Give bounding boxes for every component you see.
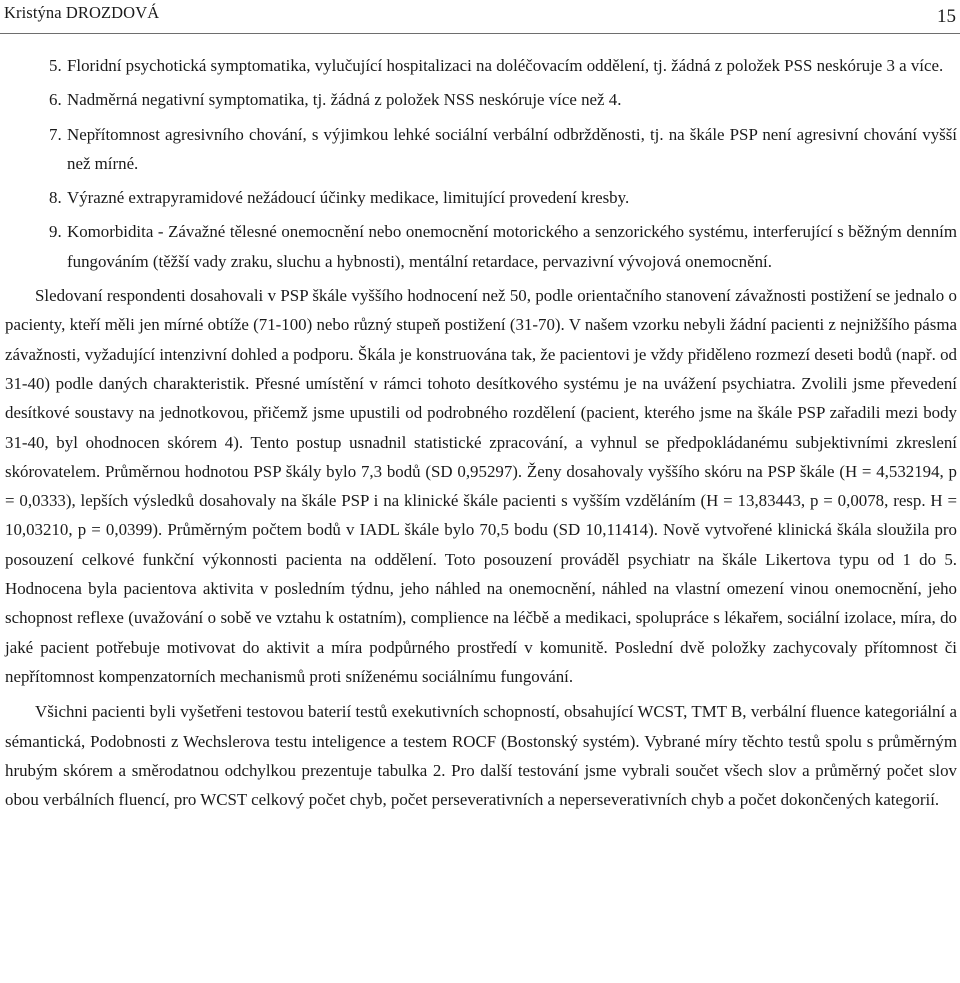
paragraph-test-battery: Všichni pacienti byli vyšetřeni testovou baterií testů exekutivních schopností, obsahující WCST, TMT B, verbální fluence kategoriální a sémantická, Podobnosti z Wechslerova testu inteligence a testem ROCF (Bostonský systém). Vybrané míry těchto testů spolu s průměrným hrubým skórem a směrodatnou odchylkou prezentuje tabulka 2. Pro další testování jsme vybrali součet všech slov a průměrný počet slov obou verbálních fluencí, pro WCST celkový počet chyb, počet perseverativních a neperseverativních chyb a počet dokončených kategorií. xyxy=(5,702,957,810)
list-item-text: Výrazné extrapyramidové nežádoucí účinky medikace, limitující provedení kresby. xyxy=(67,188,630,208)
list-item-text: Nepřítomnost agresivního chování, s výjimkou lehké sociální verbální odbržděnosti, tj. na škále PSP není agresivní chování vyšší než mírné. xyxy=(67,124,957,173)
list-item xyxy=(5,51,957,80)
list-item-number: 7. xyxy=(49,124,62,144)
list-item xyxy=(5,85,957,114)
list-item-number: 5. xyxy=(49,56,62,75)
article-body xyxy=(5,51,957,820)
list-item-number: 8. xyxy=(49,188,62,208)
list-item-text: Nadměrná negativní symptomatika, tj. žádná z položek NSS neskóruje více než 4. xyxy=(67,90,622,110)
page-header xyxy=(0,0,960,34)
list-item-number: 6. xyxy=(49,90,62,110)
list-item xyxy=(5,217,957,276)
author-name: Kristýna DROZDOVÁ xyxy=(4,3,160,22)
list-item xyxy=(5,120,957,179)
list-item-text: Komorbidita - Závažné tělesné onemocnění nebo onemocnění motorického a senzorického systému, interferující s běžným denním fungováním (těžší vady zraku, sluchu a hybnosti), mentální retardace, pervazivní vývojová onemocnění. xyxy=(67,222,957,271)
list-item-number: 9. xyxy=(49,222,62,242)
exclusion-criteria-list xyxy=(5,51,957,276)
list-item xyxy=(5,183,957,212)
list-item-text: Floridní psychotická symptomatika, vylučující hospitalizaci na doléčovacím oddělení, tj. žádná z položek PSS neskóruje 3 a více. xyxy=(67,56,944,75)
page-number: 15 xyxy=(937,6,956,27)
paragraph-psp-results: Sledovaní respondenti dosahovali v PSP škále vyššího hodnocení než 50, podle orientačního stanovení závažnosti postižení se jednalo o pacienty, kteří měli jen mírné obtíže (71-100) nebo různý stupeň postižení (31-70). V našem vzorku nebyli žádní pacienti z nejnižšího pásma závažnosti, vyžadující intenzivní dohled a podporu. Škála je konstruována tak, že pacientovi je vždy přiděleno rozmezí deseti bodů (např. od 31-40) podle daných charakteristik. Přesné umístění v rámci tohoto desítkového systému je na uvážení psychiatra. Zvolili jsme převedení desítkové soustavy na jednotkovou, přičemž jsme upustili od podrobného rozdělení (pacient, kterého jsme na škále PSP zařadili mezi body 31-40, byl ohodnocen skórem 4). Tento postup usnadnil statistické zpracování, a vyhnul se předpokládanému subjektivními zkreslení skórovatelem. Průměrnou hodnotou PSP škály bylo 7,3 bodů (SD 0,95297). Ženy dosahovaly vyššího skóru na PSP škále (H = 4,532194, p = 0,0333), lepších výsledků dosahovaly na škále PSP i na klinické škále pacienti s vyšším vzděláním (H = 13,83443, p = 0,0078, resp. H = 10,03210, p = 0,0399). Průměrným počtem bodů v IADL škále bylo 70,5 bodu (SD 10,11414). Nově vytvořené klinická škála sloužila pro posouzení celkové funkční výkonnosti pacienta na oddělení. Toto posouzení prováděl psychiatr na škále Likertova typu od 1 do 5. Hodnocena byla pacientova aktivita v posledním týdnu, jeho náhled na onemocnění, náhled na vlastní omezení vinou onemocnění, jeho schopnost reflexe (uvažování o sobě ve vztahu k ostatním), complience na léčbě a medikaci, spolupráce s lékařem, sociální izolace, míra, do jaké pacient potřebuje motivovat do aktivit a míra podpůrného prostředí v komunitě. Poslední dvě položky zachycovaly přítomnost či nepřítomnost kompenzatorních mechanismů proti sníženému sociálnímu fungování. xyxy=(5,286,957,686)
